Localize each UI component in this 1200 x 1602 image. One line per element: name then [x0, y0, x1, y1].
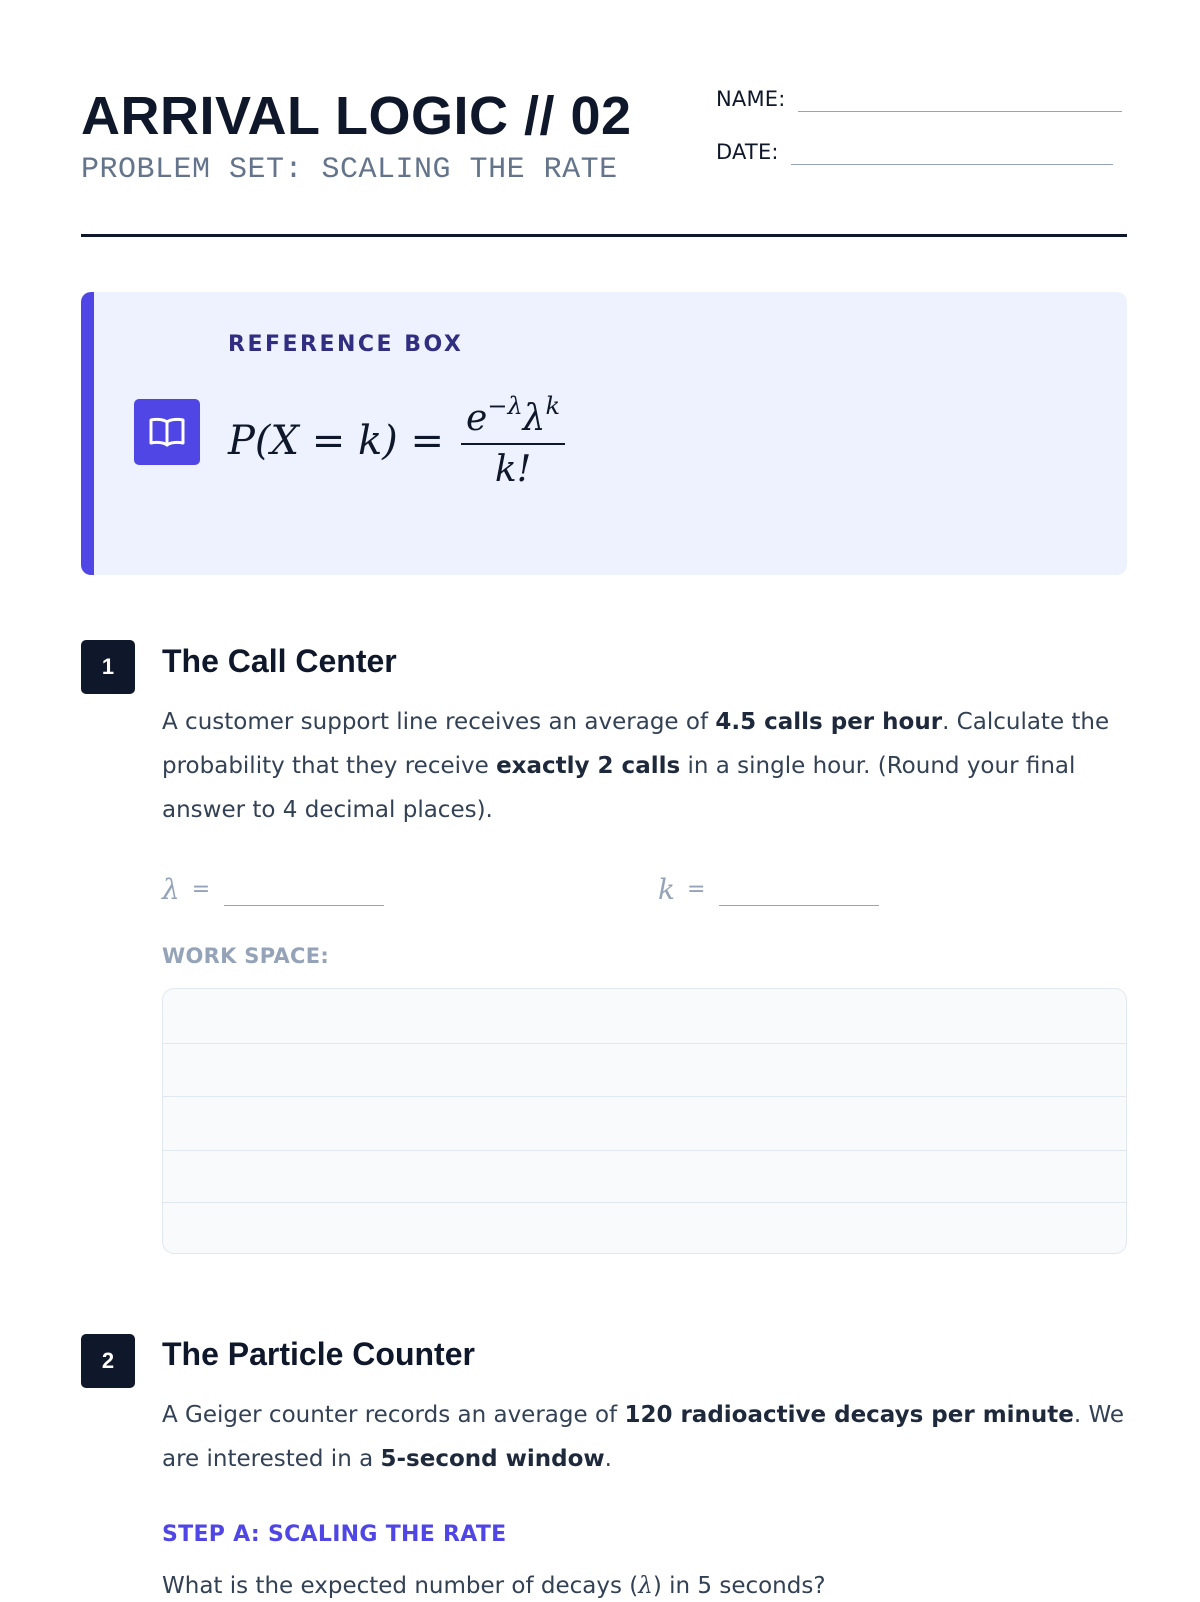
worksheet-header: [81, 0, 1127, 238]
formula-lambda: λ: [522, 398, 546, 439]
problem-text-part: A customer support line receives an average of: [162, 709, 716, 735]
problem-text: [162, 700, 1127, 832]
k-answer-line[interactable]: [719, 875, 879, 906]
formula-e-exponent: −λ: [487, 392, 523, 420]
problem-number-badge: 2: [81, 1334, 135, 1388]
problem-text-part: . We are interested in a: [162, 1402, 1125, 1472]
book-open-icon: [134, 399, 200, 465]
name-line[interactable]: [798, 87, 1122, 112]
step-a-question-text: What is the expected number of decays (: [162, 1573, 639, 1599]
formula-e: e: [466, 398, 488, 439]
header-divider: [81, 234, 1127, 237]
workspace-rule: [163, 1150, 1126, 1151]
name-label: NAME:: [716, 87, 786, 111]
date-line[interactable]: [791, 140, 1113, 165]
problem-text-part: in a single hour. (Round your final answer to 4 decimal places).: [162, 753, 1076, 823]
equals-sign: =: [686, 877, 706, 902]
equals-sign: =: [191, 877, 211, 902]
workspace-rule: [163, 1043, 1126, 1044]
formula-lhs: P(X = k) =: [228, 418, 445, 464]
problem-text-part: . Calculate the probability that they receive: [162, 709, 1110, 779]
problem-text: [162, 1393, 1127, 1481]
formula-numerator: [460, 392, 566, 443]
formula-lambda-exponent: k: [545, 392, 561, 420]
worksheet-title: ARRIVAL LOGIC // 02: [81, 86, 632, 146]
worksheet-subtitle: PROBLEM SET: SCALING THE RATE: [81, 153, 618, 187]
reference-box: [81, 292, 1127, 575]
workspace-label: WORK SPACE:: [162, 944, 330, 968]
problem-text-emphasis: 5-second window: [380, 1446, 605, 1472]
k-answer-field[interactable]: [658, 874, 879, 906]
lambda-answer-field[interactable]: [162, 874, 384, 906]
step-a-label: STEP A: SCALING THE RATE: [162, 1522, 507, 1547]
problem-title: The Particle Counter: [162, 1336, 475, 1372]
lambda-answer-line[interactable]: [224, 875, 384, 906]
date-field[interactable]: [716, 139, 1113, 165]
problem-title: The Call Center: [162, 643, 397, 679]
workspace-rule: [163, 1096, 1126, 1097]
workspace-rule: [163, 1202, 1126, 1203]
book-open-icon-svg: [148, 416, 186, 448]
step-a-question-text: ) in 5 seconds?: [652, 1573, 826, 1599]
name-field[interactable]: [716, 86, 1122, 112]
step-a-question: [162, 1570, 826, 1602]
workspace-area[interactable]: [162, 988, 1127, 1254]
worksheet-page: [81, 0, 1127, 1599]
problem-text-emphasis: exactly 2 calls: [496, 753, 681, 779]
problem-text-emphasis: 120 radioactive decays per minute: [624, 1402, 1074, 1428]
reference-title: REFERENCE BOX: [228, 332, 464, 357]
lambda-symbol: λ: [638, 1573, 653, 1599]
date-label: DATE:: [716, 140, 779, 164]
formula-denominator: k!: [494, 449, 532, 490]
problem-text-part: .: [604, 1446, 612, 1472]
k-symbol: k: [658, 873, 675, 906]
formula-fraction: [460, 392, 566, 490]
poisson-formula: [228, 392, 566, 490]
problem-text-emphasis: 4.5 calls per hour: [715, 709, 943, 735]
lambda-symbol: λ: [162, 873, 180, 906]
problem-number-badge: 1: [81, 640, 135, 694]
problem-text-part: A Geiger counter records an average of: [162, 1402, 625, 1428]
